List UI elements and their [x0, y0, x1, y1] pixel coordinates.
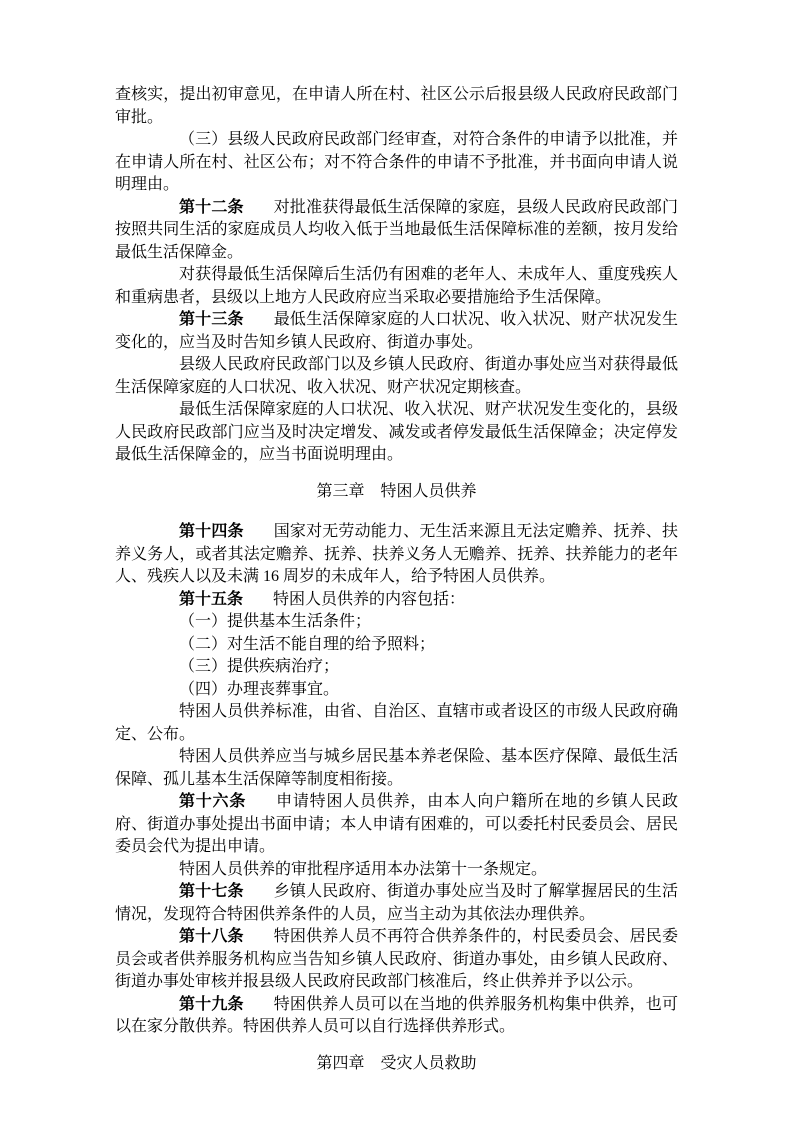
paragraph-text: 对批准获得最低生活保障的家庭，县级人民政府民政部门按照共同生活的家庭成员人均收入低于当地最低生活保障标准的差额，按月发给最低生活保障金。	[115, 198, 678, 261]
article-number: 第十七条	[179, 883, 244, 900]
paragraph: 特困人员供养标准，由省、自治区、直辖市或者设区的市级人民政府确定、公布。	[115, 703, 678, 743]
paragraph: （四）办理丧葬事宜。	[179, 680, 340, 698]
chapter-heading: 第四章 受灾人员救助	[316, 1054, 477, 1072]
article-paragraph	[115, 197, 678, 265]
article-paragraph	[115, 881, 678, 926]
article-number: 第十六条	[179, 793, 247, 810]
article-number: 第十八条	[179, 928, 244, 945]
article-paragraph	[115, 309, 678, 354]
article-paragraph	[115, 926, 678, 994]
paragraph: 特困人员供养应当与城乡居民基本养老保险、基本医疗保障、最低生活保障、孤儿基本生活保障等制度相衔接。	[115, 748, 678, 788]
document-content	[115, 84, 678, 1093]
article-paragraph	[115, 589, 678, 612]
paragraph: 对获得最低生活保障后生活仍有困难的老年人、未成年人、重度残疾人和重病患者，县级以上地方人民政府应当采取必要措施给予生活保障。	[115, 266, 678, 306]
paragraph-text: 乡镇人民政府、街道办事处应当及时了解掌握居民的生活情况，发现符合特困供养条件的人员，应当主动为其依法办理供养。	[115, 883, 678, 923]
paragraph: 特困人员供养的审批程序适用本办法第十一条规定。	[179, 860, 548, 878]
article-paragraph	[115, 791, 678, 859]
chapter-heading: 第三章 特困人员供养	[316, 482, 477, 500]
article-number: 第十三条	[179, 311, 244, 328]
paragraph: （三）县级人民政府民政部门经审查，对符合条件的申请予以批准，并在申请人所在村、社区公布；对不符合条件的申请不予批准，并书面向申请人说明理由。	[115, 131, 678, 193]
paragraph: 最低生活保障家庭的人口状况、收入状况、财产状况发生变化的，县级人民政府民政部门应当及时决定增发、减发或者停发最低生活保障金；决定停发最低生活保障金的，应当书面说明理由。	[115, 401, 678, 463]
article-paragraph	[115, 521, 678, 589]
paragraph: 县级人民政府民政部门以及乡镇人民政府、街道办事处应当对获得最低生活保障家庭的人口状况、收入状况、财产状况定期核查。	[115, 356, 678, 396]
paragraph-text: 申请特困人员供养，由本人向户籍所在地的乡镇人民政府、街道办事处提出书面申请；本人申请有困难的，可以委托村民委员会、居民委员会代为提出申请。	[115, 793, 678, 855]
paragraph: 查核实，提出初审意见，在申请人所在村、社区公示后报县级人民政府民政部门审批。	[115, 86, 678, 126]
paragraph-text: 特困供养人员不再符合供养条件的，村民委员会、居民委员会或者供养服务机构应当告知乡镇人民政府、街道办事处，由乡镇人民政府、街道办事处审核并报县级人民政府民政部门核准后，终止供养并予以公示。	[115, 928, 678, 990]
paragraph: （二）对生活不能自理的给予照料；	[179, 635, 436, 653]
article-paragraph	[115, 994, 678, 1039]
article-number: 第十二条	[179, 198, 244, 216]
paragraph-text: 特困人员供养的内容包括：	[273, 590, 466, 608]
paragraph-text: 特困供养人员可以在当地的供养服务机构集中供养，也可以在家分散供养。特困供养人员可以自行选择供养形式。	[115, 995, 678, 1035]
paragraph: （一）提供基本生活条件；	[179, 613, 372, 630]
paragraph-text: 国家对无劳动能力、无生活来源且无法定赡养、抚养、扶养义务人，或者其法定赡养、抚养、扶养义务人无赡养、抚养、扶养能力的老年人、残疾人以及未满 16 周岁的未成年人，给予特困人员供养。	[115, 523, 678, 585]
paragraph: （三）提供疾病治疗；	[179, 658, 340, 675]
article-number: 第十九条	[179, 995, 244, 1013]
article-number: 第十四条	[179, 523, 244, 540]
paragraph-text: 最低生活保障家庭的人口状况、收入状况、财产状况发生变化的，应当及时告知乡镇人民政府、街道办事处。	[115, 311, 678, 351]
article-number: 第十五条	[179, 590, 244, 608]
